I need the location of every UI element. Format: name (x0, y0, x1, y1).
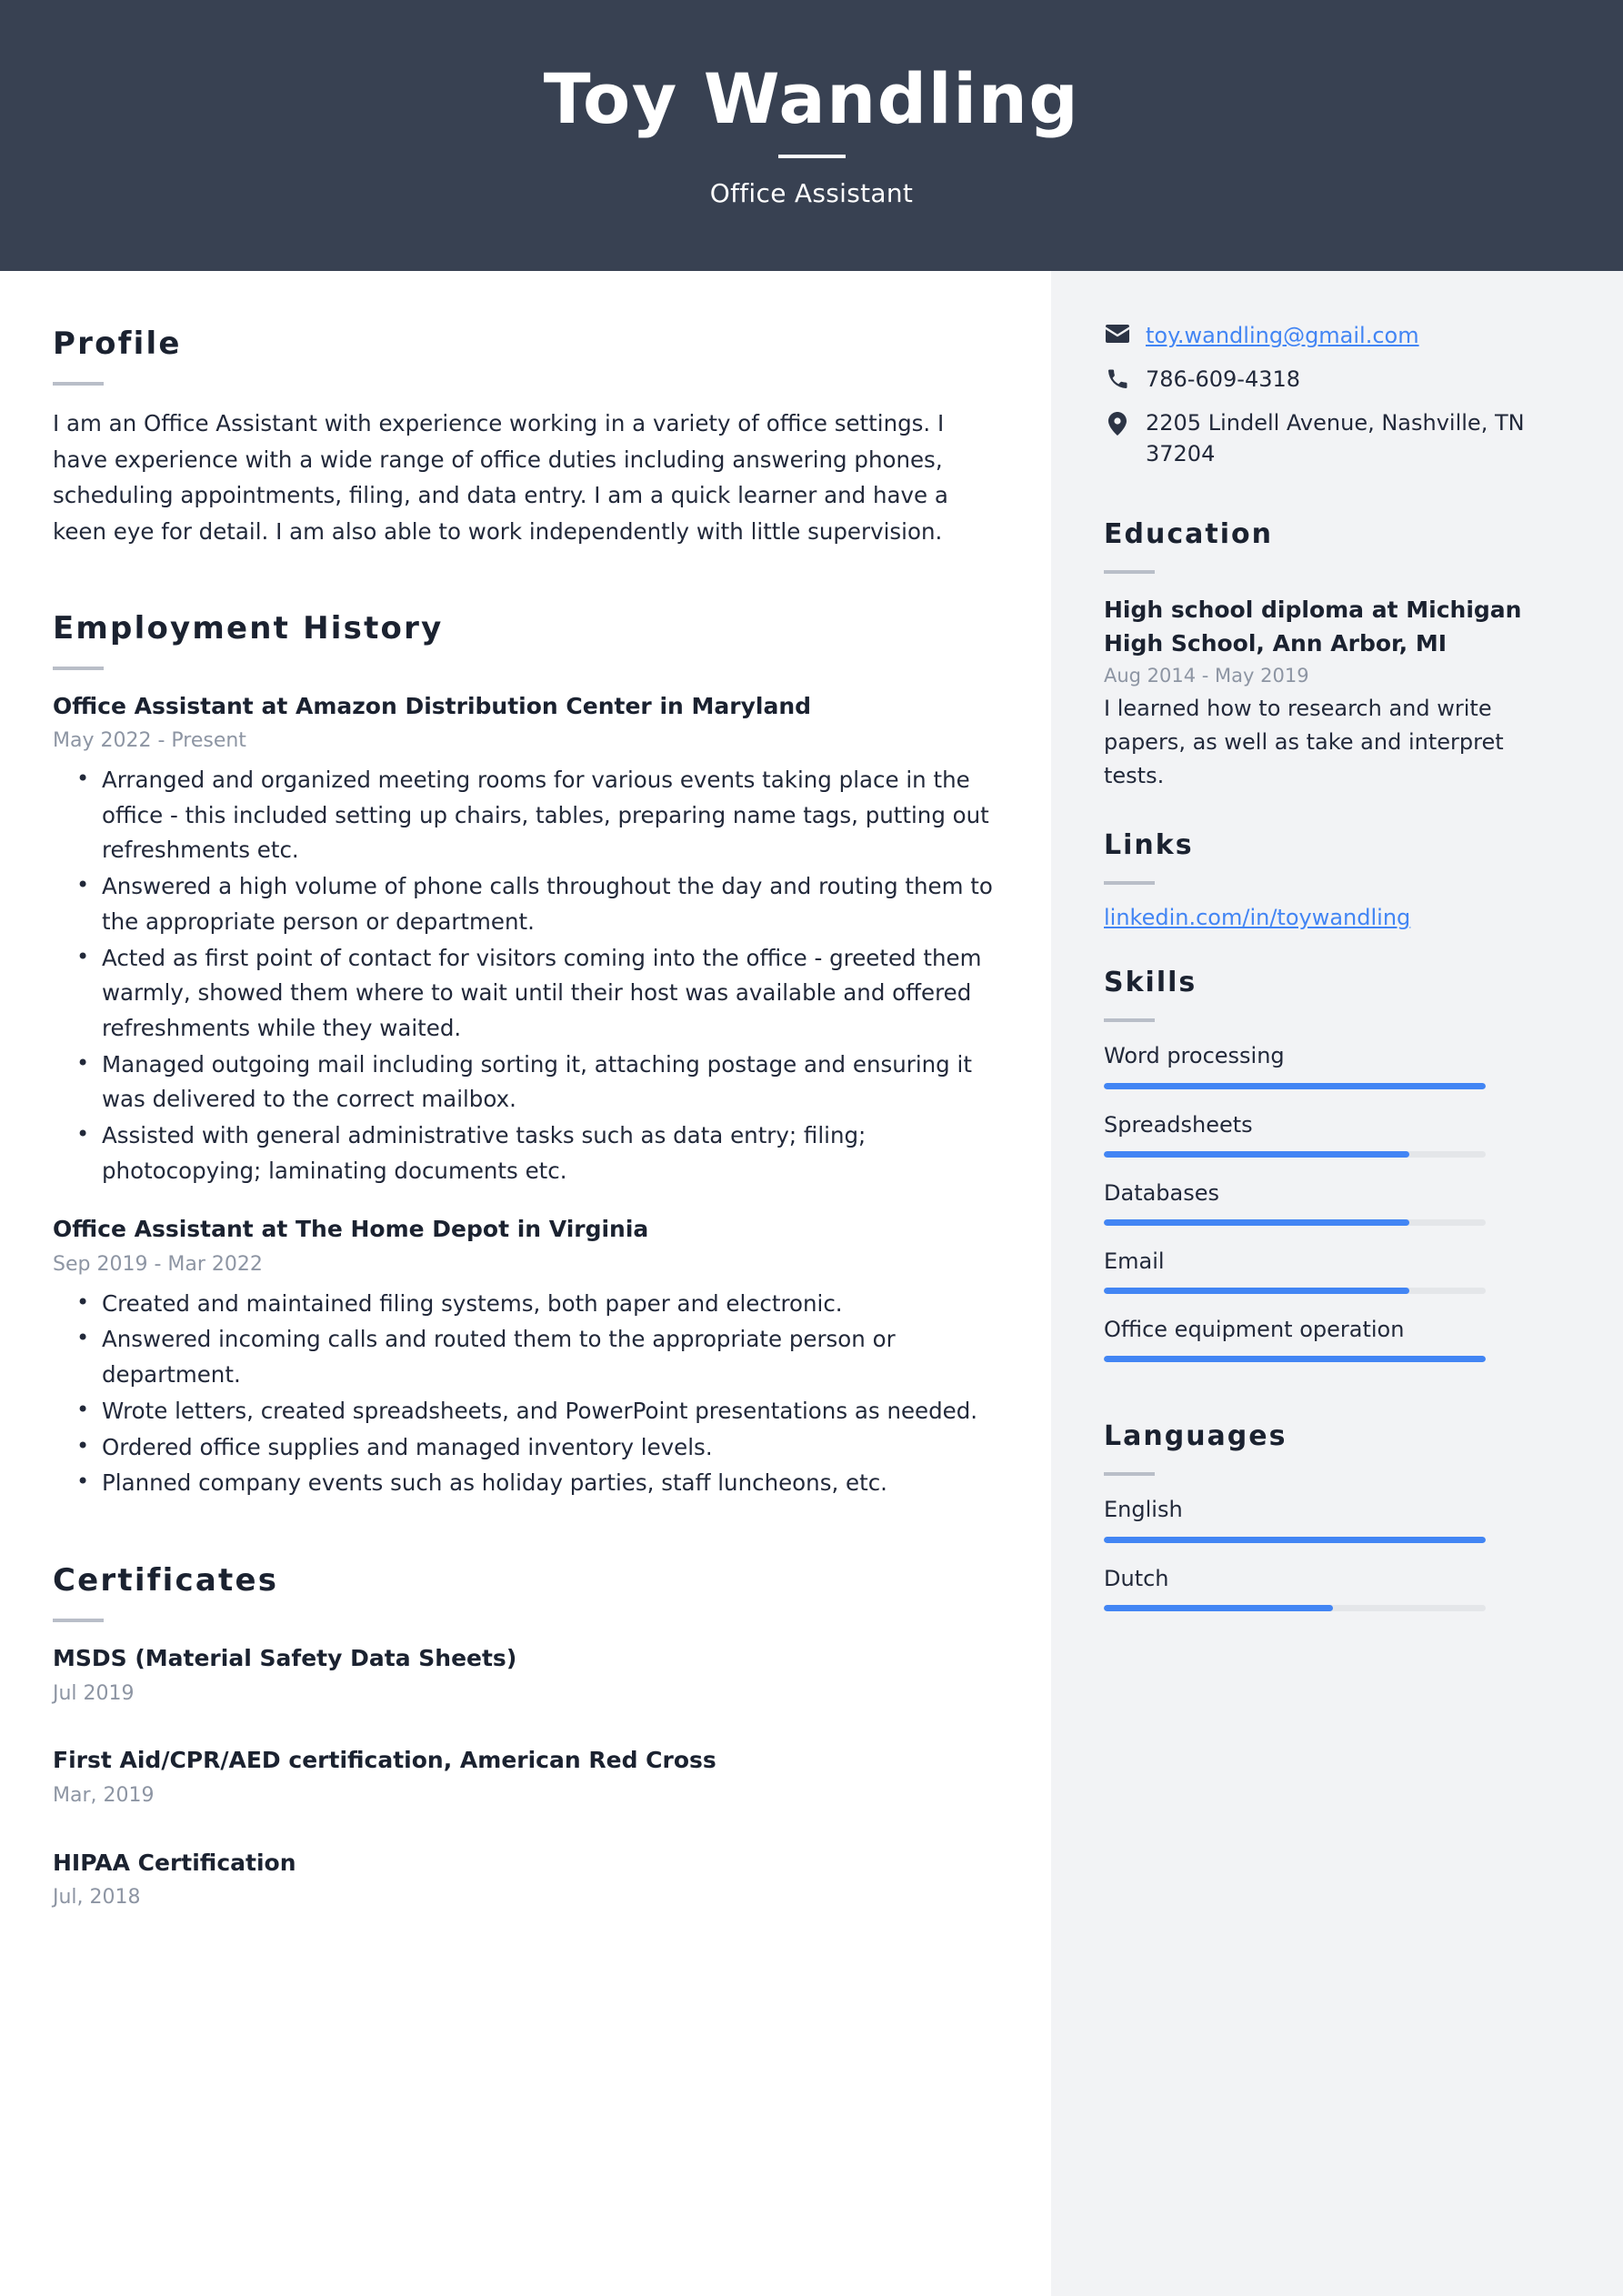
education-heading-rule (1104, 570, 1155, 574)
language-bar-track (1104, 1605, 1486, 1611)
links-section (1104, 829, 1565, 930)
language-bar-track (1104, 1537, 1486, 1543)
contact-row-email (1104, 320, 1565, 351)
employment-section (53, 610, 998, 1501)
skill-label: Office equipment operation (1104, 1317, 1405, 1343)
job-bullet: • Wrote letters, created spreadsheets, and PowerPoint presentations as needed. (102, 1394, 998, 1429)
education-date: Aug 2014 - May 2019 (1104, 664, 1309, 687)
contact-section (1104, 320, 1565, 469)
spacer (53, 1708, 998, 1744)
education-section (1104, 518, 1565, 793)
job-bullet: • Created and maintained filing systems, both paper and electronic. (102, 1287, 998, 1322)
job-bullet: • Acted as first point of contact for visitors coming into the office - greeted them warmly, showed them where to wait until their host was available and offered refreshments while they waited. (102, 941, 998, 1047)
language-bar-fill (1104, 1605, 1333, 1611)
certificate-title: First Aid/CPR/AED certification, American Red Cross (53, 1747, 716, 1774)
skill-item (1104, 1179, 1565, 1226)
languages-section (1104, 1420, 1565, 1610)
job-bullets (53, 1287, 998, 1501)
employment-entry (53, 1213, 998, 1501)
spacer (1104, 1384, 1565, 1420)
envelope-icon (1104, 320, 1131, 343)
skill-bar-track (1104, 1083, 1486, 1089)
job-bullet: • Arranged and organized meeting rooms for various events taking place in the office - this included setting up chairs, tables, preparing name tags, putting out refreshments etc. (102, 763, 998, 868)
spacer (1104, 930, 1565, 967)
job-bullets (53, 763, 998, 1188)
employment-heading: Employment History (53, 609, 444, 647)
skills-heading-rule (1104, 1018, 1155, 1022)
skill-bar-fill (1104, 1219, 1409, 1226)
language-bar-fill (1104, 1537, 1486, 1543)
skill-bar-fill (1104, 1356, 1486, 1362)
education-title: High school diploma at Michigan High School, Ann Arbor, MI (1104, 597, 1522, 657)
skills-heading: Skills (1104, 967, 1197, 999)
skills-section (1104, 967, 1565, 1362)
skill-bar-track (1104, 1151, 1486, 1158)
skill-bar-fill (1104, 1151, 1409, 1158)
skill-label: Email (1104, 1248, 1165, 1274)
spacer (53, 550, 998, 610)
certificate-entry (53, 1642, 998, 1708)
job-date: May 2022 - Present (53, 729, 246, 753)
employment-heading-rule (53, 667, 104, 670)
employment-entry (53, 690, 998, 1189)
skill-bar-fill (1104, 1083, 1486, 1089)
certificate-date: Mar, 2019 (53, 1783, 155, 1807)
skill-bar-fill (1104, 1288, 1409, 1294)
certificate-entry (53, 1744, 998, 1810)
spacer (1104, 482, 1565, 518)
job-bullet: • Answered a high volume of phone calls throughout the day and routing them to the appropriate person or department. (102, 869, 998, 939)
header-divider (778, 155, 846, 158)
certificate-date: Jul 2019 (53, 1681, 135, 1705)
candidate-job-title: Office Assistant (709, 178, 914, 209)
links-heading-rule (1104, 881, 1155, 885)
linkedin-link[interactable]: linkedin.com/in/toywandling (1104, 905, 1411, 931)
spacer (53, 1810, 998, 1847)
certificates-heading: Certificates (53, 1562, 279, 1599)
contact-row-phone (1104, 364, 1565, 395)
certificate-date: Jul, 2018 (53, 1886, 141, 1910)
skill-label: Databases (1104, 1179, 1220, 1206)
certificate-entry (53, 1847, 998, 1912)
language-label: Dutch (1104, 1565, 1169, 1591)
candidate-name: Toy Wandling (543, 57, 1080, 139)
skill-bar-track (1104, 1219, 1486, 1226)
job-title: Office Assistant at Amazon Distribution Center in Maryland (53, 692, 812, 719)
job-bullet: • Planned company events such as holiday parties, staff luncheons, etc. (102, 1466, 998, 1501)
certificates-heading-rule (53, 1619, 104, 1622)
skill-bar-track (1104, 1356, 1486, 1362)
languages-heading-rule (1104, 1472, 1155, 1476)
phone-icon (1104, 364, 1131, 390)
links-heading: Links (1104, 829, 1194, 862)
certificate-title: HIPAA Certification (53, 1849, 296, 1876)
job-bullet: • Answered incoming calls and routed them to the appropriate person or department. (102, 1322, 998, 1392)
certificate-title: MSDS (Material Safety Data Sheets) (53, 1645, 517, 1671)
address-text: 2205 Lindell Avenue, Nashville, TN 37204 (1146, 410, 1525, 467)
profile-section (53, 326, 998, 550)
languages-heading: Languages (1104, 1420, 1287, 1453)
spacer (53, 1189, 998, 1213)
sidebar-column (1051, 271, 1623, 2296)
job-bullet: • Managed outgoing mail including sorting it, attaching postage and ensuring it was delivered to the correct mailbox. (102, 1048, 998, 1118)
resume-header (0, 0, 1623, 271)
location-pin-icon (1104, 407, 1131, 436)
language-item (1104, 1496, 1565, 1542)
education-heading: Education (1104, 518, 1273, 551)
skill-item (1104, 1248, 1565, 1294)
profile-heading: Profile (53, 326, 182, 362)
profile-heading-rule (53, 382, 104, 386)
resume-body (0, 271, 1623, 2296)
skill-item (1104, 1042, 1565, 1088)
job-date: Sep 2019 - Mar 2022 (53, 1252, 263, 1276)
certificates-section (53, 1562, 998, 1912)
skill-label: Word processing (1104, 1043, 1285, 1069)
education-description: I learned how to research and write papers, as well as take and interpret tests. (1104, 695, 1504, 789)
email-link[interactable]: toy.wandling@gmail.com (1146, 323, 1419, 348)
language-label: English (1104, 1497, 1183, 1523)
skill-label: Spreadsheets (1104, 1111, 1253, 1138)
contact-row-address (1104, 407, 1565, 469)
profile-text: I am an Office Assistant with experience working in a variety of office settings. I have experience with a wide range of office duties including answering phones, scheduling appointments, filing, and data entry. I am a quick learner and have a keen eye for detail. I am also able to work independently with little supervision. (53, 410, 948, 546)
language-item (1104, 1565, 1565, 1611)
job-title: Office Assistant at The Home Depot in Virginia (53, 1216, 649, 1243)
job-bullet: • Assisted with general administrative tasks such as data entry; filing; photocopying; laminating documents etc. (102, 1118, 998, 1188)
education-entry (1104, 594, 1565, 793)
phone-number: 786-609-4318 (1146, 366, 1301, 393)
skill-item (1104, 1316, 1565, 1362)
spacer (1104, 793, 1565, 829)
main-column (0, 271, 1051, 2296)
skill-bar-track (1104, 1288, 1486, 1294)
spacer (53, 1502, 998, 1562)
skill-item (1104, 1111, 1565, 1158)
job-bullet: • Ordered office supplies and managed inventory levels. (102, 1430, 998, 1466)
